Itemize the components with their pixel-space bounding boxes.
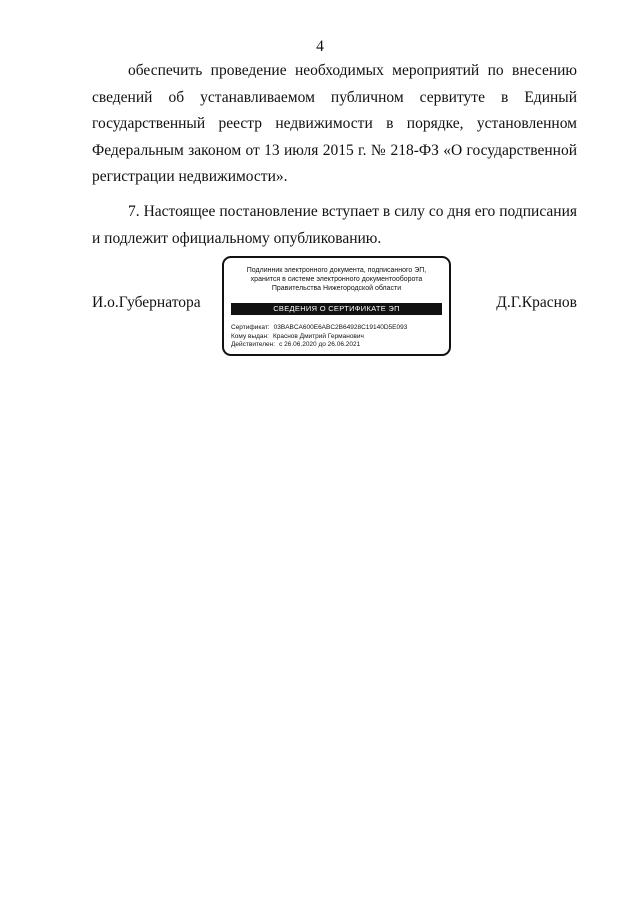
document-body: [92, 58, 577, 252]
electronic-signature-stamp: [222, 256, 451, 356]
ep-certificate-row: [231, 324, 407, 333]
paragraph-7: 7. Настоящее постановление вступает в силу со дня его подписания и подлежит официальному опубликованию.: [92, 202, 577, 247]
ep-certificate-value: 03BABCA600E6ABC2B64928C19140D5E093: [273, 324, 408, 331]
ep-issued-to-label: Кому выдан:: [231, 332, 269, 340]
paragraph-continuation: обеспечить проведение необходимых мероприятий по внесению сведений об устанавливаемом публичном сервитуте в Единый государственный реестр недвижимости в порядке, установленном Федеральным законом от 13 июля 2015 г. № 218-ФЗ «О государственной регистрации недвижимости».: [92, 62, 577, 186]
signatory-name: Д.Г.Краснов: [496, 294, 577, 311]
ep-certificate-banner: СВЕДЕНИЯ О СЕРТИФИКАТЕ ЭП: [231, 303, 442, 315]
ep-stamp-header: [224, 266, 449, 293]
ep-header-line: Подлинник электронного документа, подписанного ЭП,: [246, 267, 427, 274]
ep-valid-row: [231, 341, 407, 350]
ep-header-line: Правительства Нижегородской области: [271, 285, 402, 292]
signature-block: [92, 256, 577, 360]
page-number: 4: [316, 38, 324, 55]
ep-issued-to-row: [231, 333, 407, 342]
ep-valid-label: Действителен:: [231, 341, 276, 349]
ep-certificate-details: [231, 324, 407, 350]
ep-issued-to-value: Краснов Дмитрий Германович: [272, 332, 364, 340]
ep-valid-value: с 26.06.2020 до 26.06.2021: [279, 341, 361, 349]
signatory-position: И.о.Губернатора: [92, 294, 201, 311]
ep-header-line: хранится в системе электронного документооборота: [250, 276, 423, 283]
ep-certificate-label: Сертификат:: [231, 324, 270, 331]
